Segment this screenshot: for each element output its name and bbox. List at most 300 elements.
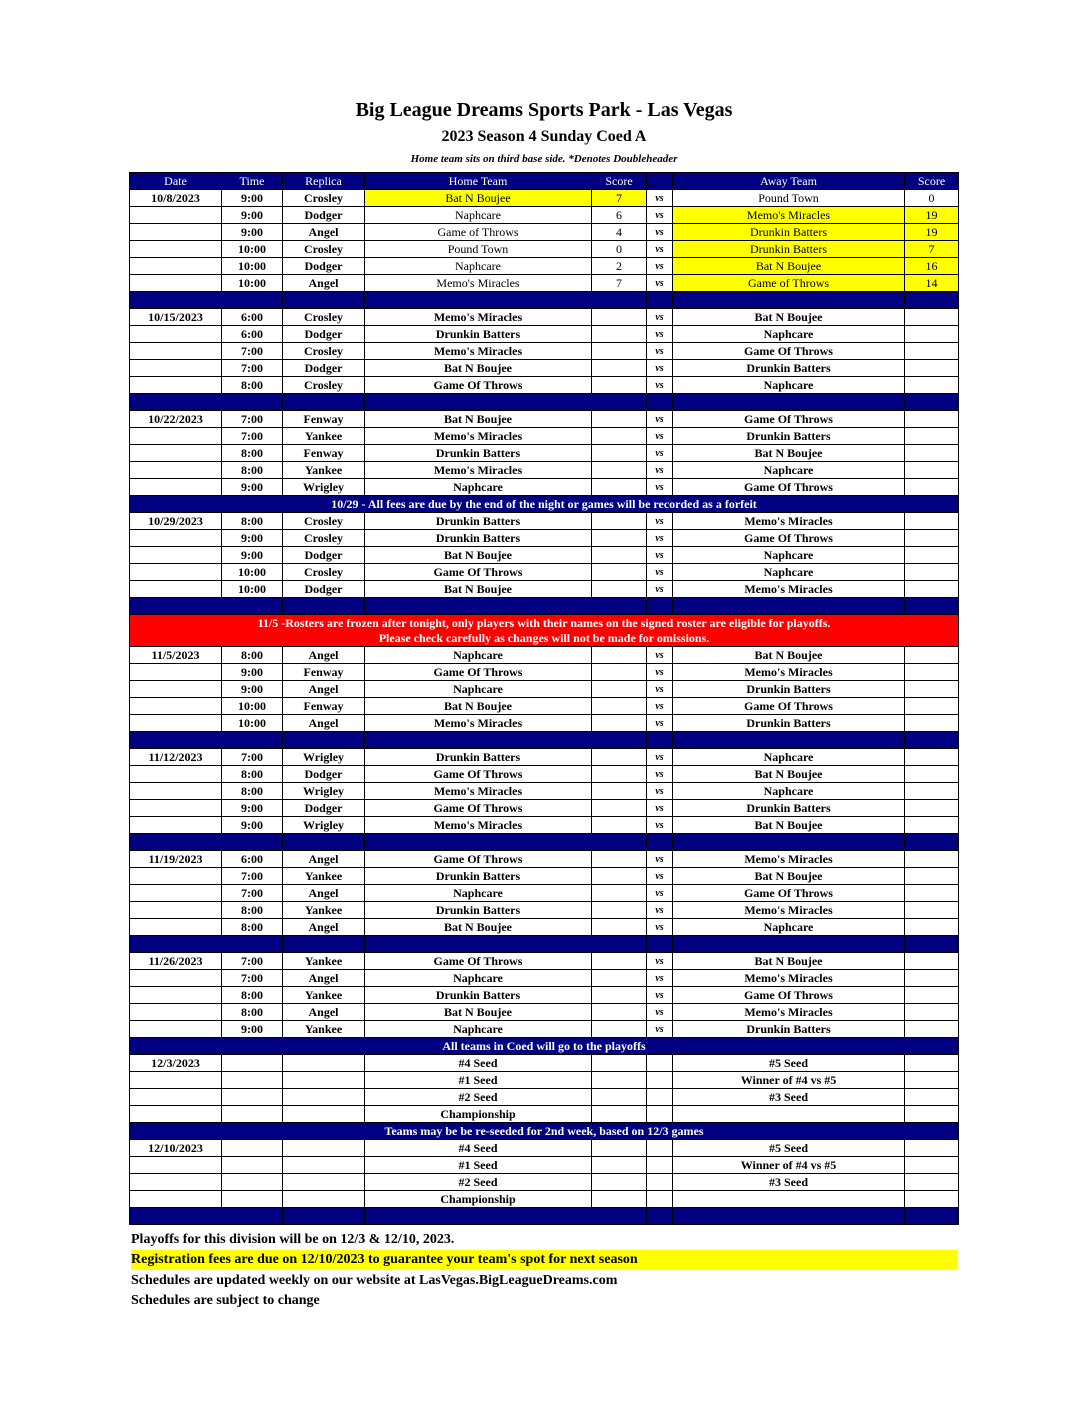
cell-home-team: #1 Seed — [365, 1072, 592, 1089]
separator-cell — [283, 1208, 365, 1225]
cell-away-team: Naphcare — [673, 564, 905, 581]
cell-time: 8:00 — [222, 783, 283, 800]
cell-vs: vs — [647, 987, 673, 1004]
game-row — [130, 190, 959, 207]
cell-date — [130, 970, 222, 987]
cell-home-score — [592, 445, 647, 462]
cell-date — [130, 1004, 222, 1021]
cell-time: 7:00 — [222, 885, 283, 902]
cell-vs — [647, 1191, 673, 1208]
cell-away-score — [905, 1055, 959, 1072]
cell-home-score — [592, 647, 647, 664]
cell-home-score — [592, 987, 647, 1004]
game-row — [130, 462, 959, 479]
game-row — [130, 715, 959, 732]
cell-away-team: Game Of Throws — [673, 479, 905, 496]
cell-away-score — [905, 309, 959, 326]
separator-cell — [592, 732, 647, 749]
cell-time — [222, 1174, 283, 1191]
cell-vs: vs — [647, 513, 673, 530]
cell-vs: vs — [647, 817, 673, 834]
cell-date — [130, 681, 222, 698]
cell-home-team: Bat N Boujee — [365, 360, 592, 377]
cell-home-team: Drunkin Batters — [365, 902, 592, 919]
separator-cell — [365, 1208, 592, 1225]
cell-home-team: Bat N Boujee — [365, 581, 592, 598]
cell-replica: Yankee — [283, 987, 365, 1004]
section-separator-row — [130, 292, 959, 309]
cell-home-team: Memo's Miracles — [365, 783, 592, 800]
cell-vs: vs — [647, 1004, 673, 1021]
cell-away-team: Memo's Miracles — [673, 207, 905, 224]
cell-home-team: Drunkin Batters — [365, 868, 592, 885]
cell-vs: vs — [647, 326, 673, 343]
cell-time: 10:00 — [222, 258, 283, 275]
cell-replica: Angel — [283, 275, 365, 292]
cell-time: 9:00 — [222, 1021, 283, 1038]
cell-home-team: Naphcare — [365, 479, 592, 496]
cell-home-score — [592, 343, 647, 360]
cell-time: 9:00 — [222, 479, 283, 496]
cell-date — [130, 783, 222, 800]
cell-date — [130, 207, 222, 224]
cell-time: 8:00 — [222, 462, 283, 479]
separator-cell — [222, 394, 283, 411]
cell-home-team: #4 Seed — [365, 1140, 592, 1157]
cell-vs: vs — [647, 564, 673, 581]
cell-time: 7:00 — [222, 411, 283, 428]
cell-vs: vs — [647, 360, 673, 377]
cell-away-score — [905, 800, 959, 817]
game-row — [130, 783, 959, 800]
cell-vs — [647, 1089, 673, 1106]
cell-time: 8:00 — [222, 377, 283, 394]
cell-date: 11/26/2023 — [130, 953, 222, 970]
footer-website-note: Schedules are updated weekly on our website at LasVegas.BigLeagueDreams.com — [131, 1273, 618, 1288]
cell-vs: vs — [647, 664, 673, 681]
cell-home-team: Bat N Boujee — [365, 411, 592, 428]
cell-replica: Fenway — [283, 411, 365, 428]
cell-home-score — [592, 664, 647, 681]
separator-cell — [365, 732, 592, 749]
cell-away-score — [905, 698, 959, 715]
cell-replica: Angel — [283, 715, 365, 732]
column-header: Replica — [283, 173, 365, 190]
cell-away-score — [905, 479, 959, 496]
cell-date — [130, 564, 222, 581]
game-row — [130, 377, 959, 394]
cell-replica: Fenway — [283, 445, 365, 462]
cell-home-score — [592, 1157, 647, 1174]
cell-away-team: Bat N Boujee — [673, 817, 905, 834]
separator-cell — [647, 1208, 673, 1225]
cell-date — [130, 1106, 222, 1123]
cell-away-team: #5 Seed — [673, 1140, 905, 1157]
separator-cell — [905, 292, 959, 309]
cell-vs: vs — [647, 241, 673, 258]
cell-away-score: 0 — [905, 190, 959, 207]
cell-away-team: Bat N Boujee — [673, 766, 905, 783]
cell-home-score — [592, 1174, 647, 1191]
cell-vs — [647, 1106, 673, 1123]
cell-vs: vs — [647, 766, 673, 783]
separator-cell — [130, 394, 222, 411]
cell-date — [130, 581, 222, 598]
game-row — [130, 987, 959, 1004]
cell-away-team: Drunkin Batters — [673, 1021, 905, 1038]
cell-away-team: Bat N Boujee — [673, 258, 905, 275]
footer-playoffs-note: Playoffs for this division will be on 12/3 & 12/10, 2023. — [131, 1232, 455, 1247]
cell-vs: vs — [647, 275, 673, 292]
cell-home-score — [592, 902, 647, 919]
cell-date — [130, 1089, 222, 1106]
game-row — [130, 919, 959, 936]
cell-replica: Crosley — [283, 530, 365, 547]
cell-vs: vs — [647, 800, 673, 817]
separator-cell — [647, 394, 673, 411]
cell-away-team: Naphcare — [673, 749, 905, 766]
cell-vs — [647, 1140, 673, 1157]
separator-cell — [283, 292, 365, 309]
cell-replica: Angel — [283, 681, 365, 698]
cell-home-team: Drunkin Batters — [365, 513, 592, 530]
cell-replica — [283, 1157, 365, 1174]
separator-cell — [905, 1208, 959, 1225]
notice-text: Teams may be be re-seeded for 2nd week, based on 12/3 games — [130, 1123, 959, 1140]
cell-date: 10/15/2023 — [130, 309, 222, 326]
cell-home-score: 2 — [592, 258, 647, 275]
cell-vs: vs — [647, 1021, 673, 1038]
separator-cell — [647, 292, 673, 309]
cell-home-score: 0 — [592, 241, 647, 258]
cell-home-score — [592, 479, 647, 496]
cell-away-score — [905, 1140, 959, 1157]
cell-vs: vs — [647, 224, 673, 241]
cell-home-score — [592, 547, 647, 564]
cell-time: 8:00 — [222, 513, 283, 530]
cell-home-score — [592, 749, 647, 766]
cell-away-team: Memo's Miracles — [673, 513, 905, 530]
cell-away-team: Bat N Boujee — [673, 647, 905, 664]
cell-away-team: Game of Throws — [673, 275, 905, 292]
cell-away-team: Game Of Throws — [673, 885, 905, 902]
cell-date: 11/5/2023 — [130, 647, 222, 664]
cell-replica: Crosley — [283, 513, 365, 530]
cell-home-score — [592, 309, 647, 326]
cell-away-team: Drunkin Batters — [673, 800, 905, 817]
separator-cell — [283, 732, 365, 749]
cell-replica: Dodger — [283, 360, 365, 377]
game-row — [130, 851, 959, 868]
cell-home-team: Memo's Miracles — [365, 275, 592, 292]
cell-home-score — [592, 885, 647, 902]
cell-away-score — [905, 360, 959, 377]
cell-vs: vs — [647, 547, 673, 564]
separator-cell — [592, 936, 647, 953]
game-row — [130, 275, 959, 292]
cell-date — [130, 868, 222, 885]
alert-line: 11/5 -Rosters are frozen after tonight, only players with their names on the signed roster are eligible for playoffs. — [257, 615, 831, 630]
cell-time: 9:00 — [222, 817, 283, 834]
separator-cell — [592, 1208, 647, 1225]
cell-home-score — [592, 581, 647, 598]
notice-row — [130, 496, 959, 513]
game-row — [130, 1089, 959, 1106]
cell-home-team: #4 Seed — [365, 1055, 592, 1072]
game-row — [130, 902, 959, 919]
cell-vs — [647, 1174, 673, 1191]
cell-home-team: Drunkin Batters — [365, 530, 592, 547]
cell-home-score — [592, 1072, 647, 1089]
cell-away-score — [905, 530, 959, 547]
cell-time: 7:00 — [222, 428, 283, 445]
cell-time — [222, 1157, 283, 1174]
cell-home-team: Bat N Boujee — [365, 698, 592, 715]
cell-time: 10:00 — [222, 275, 283, 292]
schedule-body — [130, 173, 959, 1225]
cell-home-score — [592, 715, 647, 732]
game-row — [130, 1021, 959, 1038]
game-row — [130, 698, 959, 715]
cell-away-score — [905, 902, 959, 919]
cell-home-team: Game Of Throws — [365, 800, 592, 817]
game-row — [130, 241, 959, 258]
cell-home-team: Memo's Miracles — [365, 309, 592, 326]
separator-cell — [222, 1208, 283, 1225]
cell-away-score — [905, 664, 959, 681]
notice-row — [130, 1038, 959, 1055]
cell-home-team: Naphcare — [365, 258, 592, 275]
cell-away-team: Naphcare — [673, 462, 905, 479]
cell-home-score — [592, 766, 647, 783]
cell-away-score — [905, 1089, 959, 1106]
cell-away-team: Memo's Miracles — [673, 851, 905, 868]
game-row — [130, 547, 959, 564]
cell-date — [130, 1191, 222, 1208]
cell-away-score — [905, 715, 959, 732]
cell-replica: Angel — [283, 224, 365, 241]
cell-away-score — [905, 564, 959, 581]
cell-away-team: Memo's Miracles — [673, 581, 905, 598]
cell-away-team: Drunkin Batters — [673, 428, 905, 445]
cell-date: 12/10/2023 — [130, 1140, 222, 1157]
cell-replica — [283, 1140, 365, 1157]
cell-home-team: Game Of Throws — [365, 377, 592, 394]
cell-time: 9:00 — [222, 800, 283, 817]
game-row — [130, 953, 959, 970]
separator-cell — [222, 598, 283, 615]
page-subtitle: 2023 Season 4 Sunday Coed A — [441, 128, 647, 145]
cell-away-score — [905, 868, 959, 885]
separator-cell — [130, 598, 222, 615]
cell-away-team: Bat N Boujee — [673, 953, 905, 970]
cell-away-score — [905, 885, 959, 902]
notice-text: All teams in Coed will go to the playoffs — [130, 1038, 959, 1055]
cell-time: 7:00 — [222, 868, 283, 885]
game-row — [130, 309, 959, 326]
cell-away-score: 16 — [905, 258, 959, 275]
column-header — [647, 173, 673, 190]
cell-away-score — [905, 411, 959, 428]
cell-home-score — [592, 564, 647, 581]
cell-away-score: 14 — [905, 275, 959, 292]
cell-home-score — [592, 1106, 647, 1123]
cell-vs: vs — [647, 190, 673, 207]
separator-cell — [592, 292, 647, 309]
column-header: Away Team — [673, 173, 905, 190]
separator-cell — [673, 834, 905, 851]
cell-away-team: #5 Seed — [673, 1055, 905, 1072]
game-row — [130, 411, 959, 428]
game-row — [130, 766, 959, 783]
game-row — [130, 647, 959, 664]
cell-home-score — [592, 326, 647, 343]
cell-home-team: Drunkin Batters — [365, 326, 592, 343]
separator-cell — [222, 732, 283, 749]
cell-date — [130, 275, 222, 292]
cell-away-team: Drunkin Batters — [673, 715, 905, 732]
cell-date — [130, 360, 222, 377]
cell-time: 6:00 — [222, 309, 283, 326]
notice-row — [130, 1123, 959, 1140]
game-row — [130, 326, 959, 343]
separator-cell — [130, 834, 222, 851]
cell-away-team: Naphcare — [673, 326, 905, 343]
cell-vs: vs — [647, 919, 673, 936]
cell-home-team: Game Of Throws — [365, 564, 592, 581]
cell-home-score — [592, 919, 647, 936]
cell-away-team: Memo's Miracles — [673, 664, 905, 681]
game-row — [130, 800, 959, 817]
page-note: Home team sits on third base side. *Denotes Doubleheader — [410, 153, 678, 165]
separator-cell — [592, 834, 647, 851]
cell-away-team: Memo's Miracles — [673, 970, 905, 987]
cell-home-team: Memo's Miracles — [365, 343, 592, 360]
cell-time — [222, 1106, 283, 1123]
cell-replica: Yankee — [283, 902, 365, 919]
cell-replica: Wrigley — [283, 479, 365, 496]
cell-time: 8:00 — [222, 902, 283, 919]
cell-vs: vs — [647, 715, 673, 732]
separator-cell — [673, 732, 905, 749]
cell-away-score — [905, 970, 959, 987]
game-row — [130, 1157, 959, 1174]
cell-date: 11/12/2023 — [130, 749, 222, 766]
cell-away-team: Bat N Boujee — [673, 309, 905, 326]
cell-time — [222, 1140, 283, 1157]
cell-home-team: Memo's Miracles — [365, 817, 592, 834]
separator-cell — [647, 936, 673, 953]
cell-away-team: Winner of #4 vs #5 — [673, 1072, 905, 1089]
cell-replica: Crosley — [283, 564, 365, 581]
cell-away-team: Drunkin Batters — [673, 224, 905, 241]
cell-date — [130, 715, 222, 732]
cell-vs: vs — [647, 309, 673, 326]
cell-replica — [283, 1072, 365, 1089]
cell-date — [130, 1021, 222, 1038]
separator-cell — [647, 732, 673, 749]
section-separator-row — [130, 1208, 959, 1225]
cell-date — [130, 479, 222, 496]
cell-vs: vs — [647, 445, 673, 462]
cell-vs: vs — [647, 885, 673, 902]
game-row — [130, 1174, 959, 1191]
cell-home-team: Naphcare — [365, 647, 592, 664]
cell-away-score — [905, 817, 959, 834]
cell-home-score — [592, 513, 647, 530]
cell-away-score — [905, 428, 959, 445]
cell-away-team: Naphcare — [673, 783, 905, 800]
cell-away-score — [905, 445, 959, 462]
game-row — [130, 224, 959, 241]
cell-away-score — [905, 783, 959, 800]
separator-cell — [283, 834, 365, 851]
cell-home-team: Bat N Boujee — [365, 547, 592, 564]
game-row — [130, 970, 959, 987]
cell-away-score — [905, 581, 959, 598]
game-row — [130, 681, 959, 698]
cell-vs: vs — [647, 681, 673, 698]
cell-away-team — [673, 1191, 905, 1208]
cell-replica: Yankee — [283, 428, 365, 445]
cell-replica — [283, 1089, 365, 1106]
cell-date — [130, 766, 222, 783]
cell-date — [130, 224, 222, 241]
game-row — [130, 258, 959, 275]
cell-replica: Angel — [283, 851, 365, 868]
cell-replica: Angel — [283, 647, 365, 664]
cell-replica: Angel — [283, 919, 365, 936]
column-header: Time — [222, 173, 283, 190]
separator-cell — [365, 936, 592, 953]
cell-replica: Wrigley — [283, 783, 365, 800]
cell-vs: vs — [647, 749, 673, 766]
cell-replica: Crosley — [283, 190, 365, 207]
cell-date — [130, 800, 222, 817]
cell-vs: vs — [647, 783, 673, 800]
cell-date: 10/29/2023 — [130, 513, 222, 530]
game-row — [130, 1072, 959, 1089]
cell-time: 7:00 — [222, 749, 283, 766]
footer-change-note: Schedules are subject to change — [131, 1293, 320, 1308]
separator-cell — [365, 394, 592, 411]
cell-vs — [647, 1055, 673, 1072]
cell-date — [130, 1174, 222, 1191]
cell-away-team: Bat N Boujee — [673, 445, 905, 462]
cell-away-team: Naphcare — [673, 547, 905, 564]
cell-replica: Dodger — [283, 547, 365, 564]
game-row — [130, 445, 959, 462]
cell-home-team: Naphcare — [365, 970, 592, 987]
table-header-row — [130, 173, 959, 190]
cell-away-team: Game Of Throws — [673, 343, 905, 360]
cell-time: 8:00 — [222, 647, 283, 664]
cell-vs: vs — [647, 411, 673, 428]
separator-cell — [673, 1208, 905, 1225]
cell-home-score — [592, 1004, 647, 1021]
cell-home-score — [592, 681, 647, 698]
game-row — [130, 1004, 959, 1021]
cell-vs: vs — [647, 970, 673, 987]
separator-cell — [283, 394, 365, 411]
column-header: Home Team — [365, 173, 592, 190]
cell-vs: vs — [647, 377, 673, 394]
game-row — [130, 1140, 959, 1157]
cell-vs: vs — [647, 207, 673, 224]
cell-date: 10/22/2023 — [130, 411, 222, 428]
cell-home-team: Drunkin Batters — [365, 445, 592, 462]
cell-time: 6:00 — [222, 326, 283, 343]
